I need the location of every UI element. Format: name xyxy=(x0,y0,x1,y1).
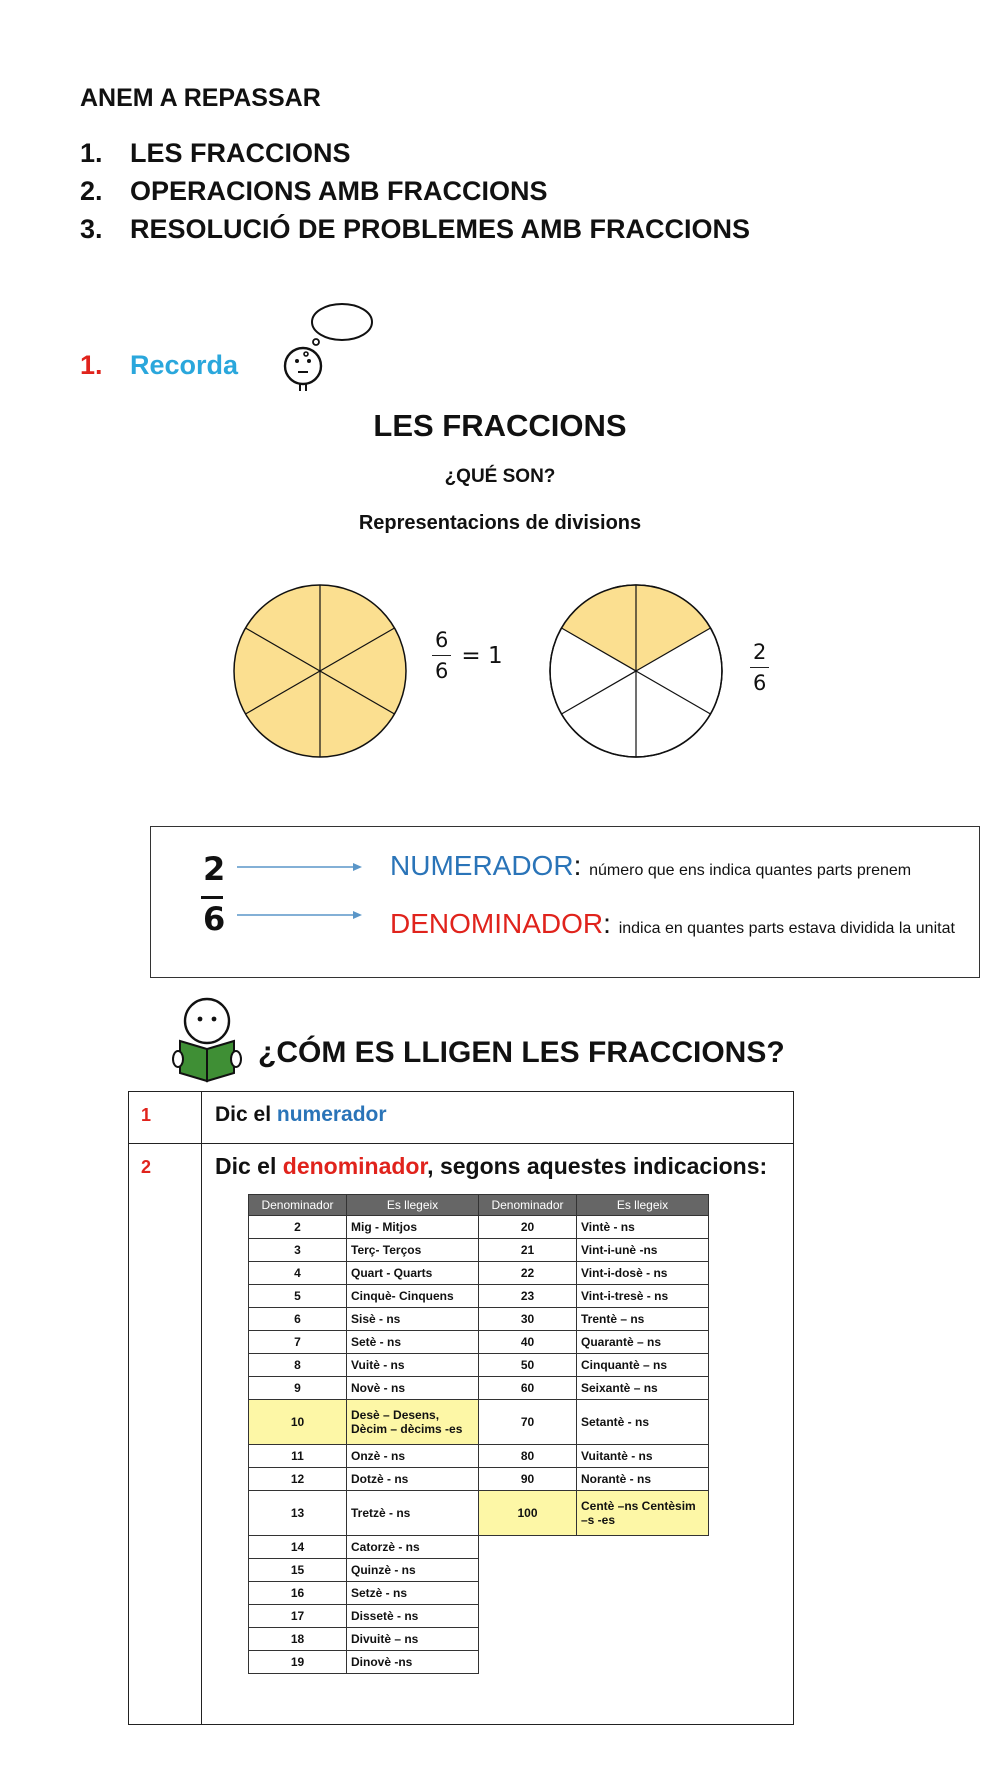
review-item: 1. LES FRACCIONS xyxy=(80,138,351,168)
table-row: 17 Dissetè - ns xyxy=(249,1605,709,1628)
step-number: 1 xyxy=(141,1105,152,1125)
table-row: 9 Novè - ns 60 Seixantè – ns xyxy=(249,1377,709,1400)
fraction-six-sixths: $\frac{6}{6}$ = 1 xyxy=(432,628,503,683)
review-heading: ANEM A REPASSAR xyxy=(80,84,321,112)
example-numerator: 2 xyxy=(203,850,226,888)
denominator-definition: DENOMINADOR: indica en quantes parts estava dividida la unitat xyxy=(390,908,955,939)
answer: Representacions de divisions xyxy=(358,512,642,534)
denominator-table xyxy=(248,1194,709,1674)
column-header: Es llegeix xyxy=(577,1195,709,1216)
numerator-definition: NUMERADOR: número que ens indica quantes parts prenem xyxy=(390,850,912,881)
table-row: 13 Tretzè - ns 100 Centè –ns Centèsim –s -es xyxy=(249,1491,709,1536)
fraction-bar xyxy=(201,896,223,899)
review-item: 2. OPERACIONS AMB FRACCIONS xyxy=(80,176,548,206)
table-row: 10 Desè – Desens, Dècim – dècims -es 70 Setantè - ns xyxy=(249,1400,709,1445)
table-row: 11 Onzè - ns 80 Vuitantè - ns xyxy=(249,1445,709,1468)
recorda-heading: 1. Recorda xyxy=(80,350,239,380)
table-row: 12 Dotzè - ns 90 Norantè - ns xyxy=(249,1468,709,1491)
table-row: 19 Dinovè -ns xyxy=(249,1651,709,1674)
table-header-row xyxy=(249,1195,709,1216)
table-row: 7 Setè - ns 40 Quarantè – ns xyxy=(249,1331,709,1354)
table-row: 16 Setzè - ns xyxy=(249,1582,709,1605)
review-item: 3. RESOLUCIÓ DE PROBLEMES AMB FRACCIONS xyxy=(80,214,751,244)
reading-heading: ¿CÓM ES LLIGEN LES FRACCIONS? xyxy=(258,1036,785,1069)
thinking-face-icon xyxy=(270,300,380,396)
example-denominator: 6 xyxy=(203,900,226,938)
question: ¿QUÉ SON? xyxy=(444,466,556,487)
column-header: Denominador xyxy=(249,1195,347,1216)
step-text: Dic el numerador xyxy=(215,1103,387,1126)
table-row: 15 Quinzè - ns xyxy=(249,1559,709,1582)
table-row: 8 Vuitè - ns 50 Cinquantè – ns xyxy=(249,1354,709,1377)
column-header: Denominador xyxy=(479,1195,577,1216)
review-list xyxy=(80,134,750,248)
arrow-icons xyxy=(235,855,365,925)
table-row: 6 Sisè - ns 30 Trentè – ns xyxy=(249,1308,709,1331)
pie-six-sixths xyxy=(232,583,408,759)
column-header: Es llegeix xyxy=(347,1195,479,1216)
table-row: 4 Quart - Quarts 22 Vint-i-dosè - ns xyxy=(249,1262,709,1285)
table-row: 14 Catorzè - ns xyxy=(249,1536,709,1559)
table-row: 2 Mig - Mitjos 20 Vintè - ns xyxy=(249,1216,709,1239)
reading-person-icon xyxy=(172,995,242,1085)
page-title: LES FRACCIONS xyxy=(373,408,627,443)
step-text: Dic el denominador, segons aquestes indicacions: xyxy=(215,1153,768,1179)
table-row: 5 Cinquè- Cinquens 23 Vint-i-tresè - ns xyxy=(249,1285,709,1308)
fraction-two-sixths: $\frac{2}{6}$ xyxy=(750,640,769,695)
table-row: 18 Divuitè – ns xyxy=(249,1628,709,1651)
table-row: 3 Terç- Terços 21 Vint-i-unè -ns xyxy=(249,1239,709,1262)
pie-two-sixths xyxy=(548,583,724,759)
step-number: 2 xyxy=(141,1157,152,1177)
